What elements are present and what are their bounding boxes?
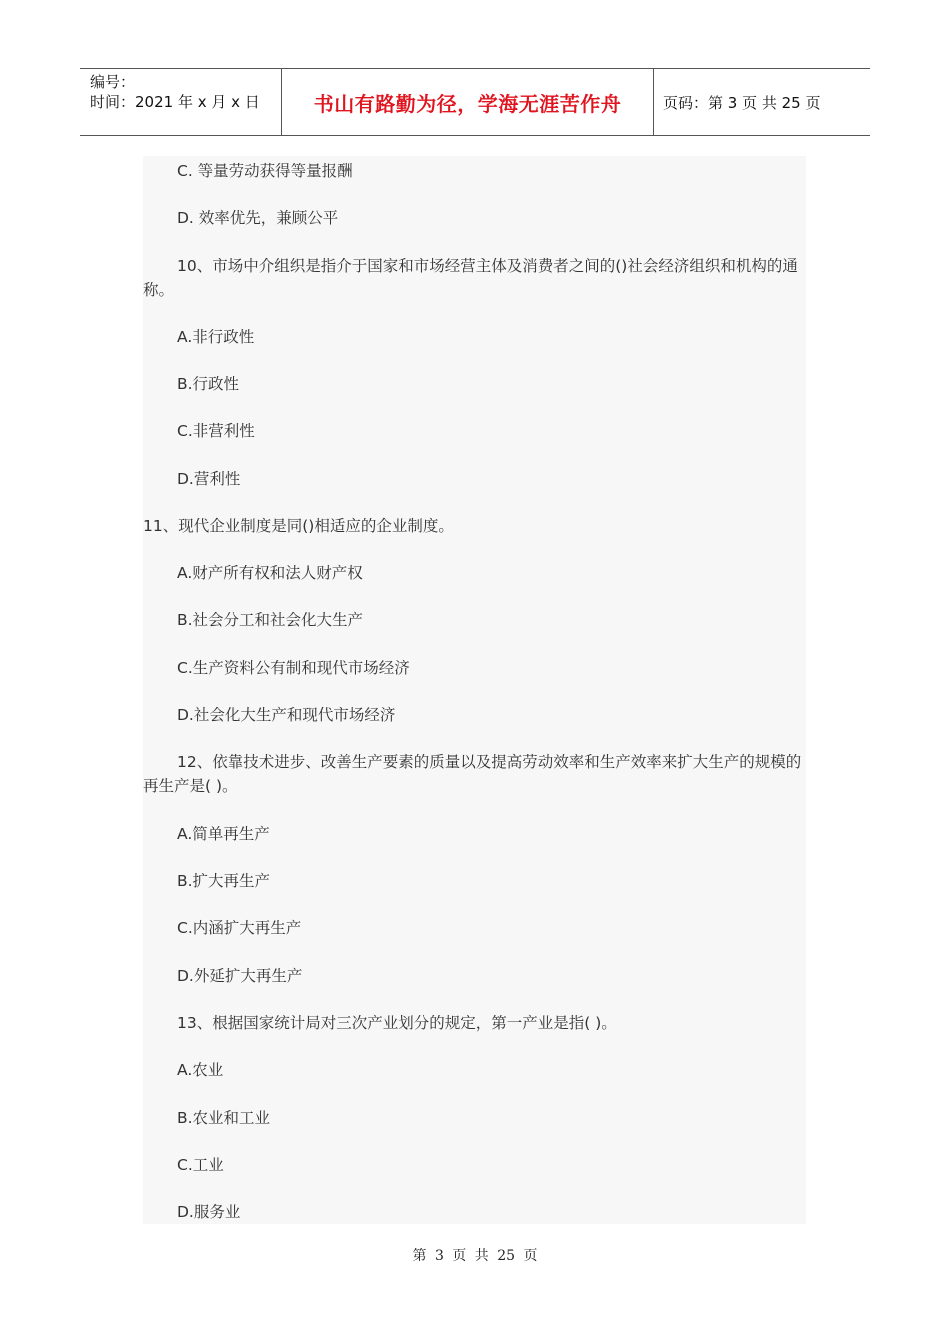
page-header <box>80 68 870 136</box>
option-d: D.外延扩大再生产 <box>177 967 303 985</box>
option-a: A.财产所有权和法人财产权 <box>177 564 363 582</box>
document-body <box>143 156 806 1224</box>
option-b: B.行政性 <box>177 375 240 393</box>
option-a: A.简单再生产 <box>177 825 270 843</box>
question-10: 10、市场中介组织是指介于国家和市场经营主体及消费者之间的()社会经济组织和机构的通称。 <box>143 257 798 299</box>
header-page-info: 页码：第 3 页 共 25 页 <box>663 93 821 112</box>
document-date: 时间：2021 年 x 月 x 日 <box>90 93 260 111</box>
option-d: D.社会化大生产和现代市场经济 <box>177 706 396 724</box>
header-motto: 书山有路勤为径，学海无涯苦作舟 <box>281 69 654 135</box>
page-footer: 第 3 页 共 25 页 <box>412 1248 538 1264</box>
header-meta <box>80 69 281 135</box>
option-b: B.社会分工和社会化大生产 <box>177 611 364 629</box>
option-d: D. 效率优先，兼顾公平 <box>177 209 339 227</box>
option-c: C. 等量劳动获得等量报酬 <box>177 162 353 180</box>
question-11: 11、现代企业制度是同()相适应的企业制度。 <box>143 517 454 535</box>
option-b: B.农业和工业 <box>177 1109 271 1127</box>
option-a: A.农业 <box>177 1061 224 1079</box>
document-number-label: 编号： <box>90 73 136 91</box>
option-c: C.生产资料公有制和现代市场经济 <box>177 659 410 677</box>
question-13: 13、根据国家统计局对三次产业划分的规定，第一产业是指( )。 <box>177 1014 617 1032</box>
question-12: 12、依靠技术进步、改善生产要素的质量以及提高劳动效率和生产效率来扩大生产的规模的再生产是( )。 <box>143 753 802 795</box>
option-d: D.服务业 <box>177 1203 241 1221</box>
option-d: D.营利性 <box>177 470 241 488</box>
option-c: C.非营利性 <box>177 422 255 440</box>
option-c: C.内涵扩大再生产 <box>177 919 302 937</box>
option-c: C.工业 <box>177 1156 224 1174</box>
option-a: A.非行政性 <box>177 328 255 346</box>
option-b: B.扩大再生产 <box>177 872 271 890</box>
